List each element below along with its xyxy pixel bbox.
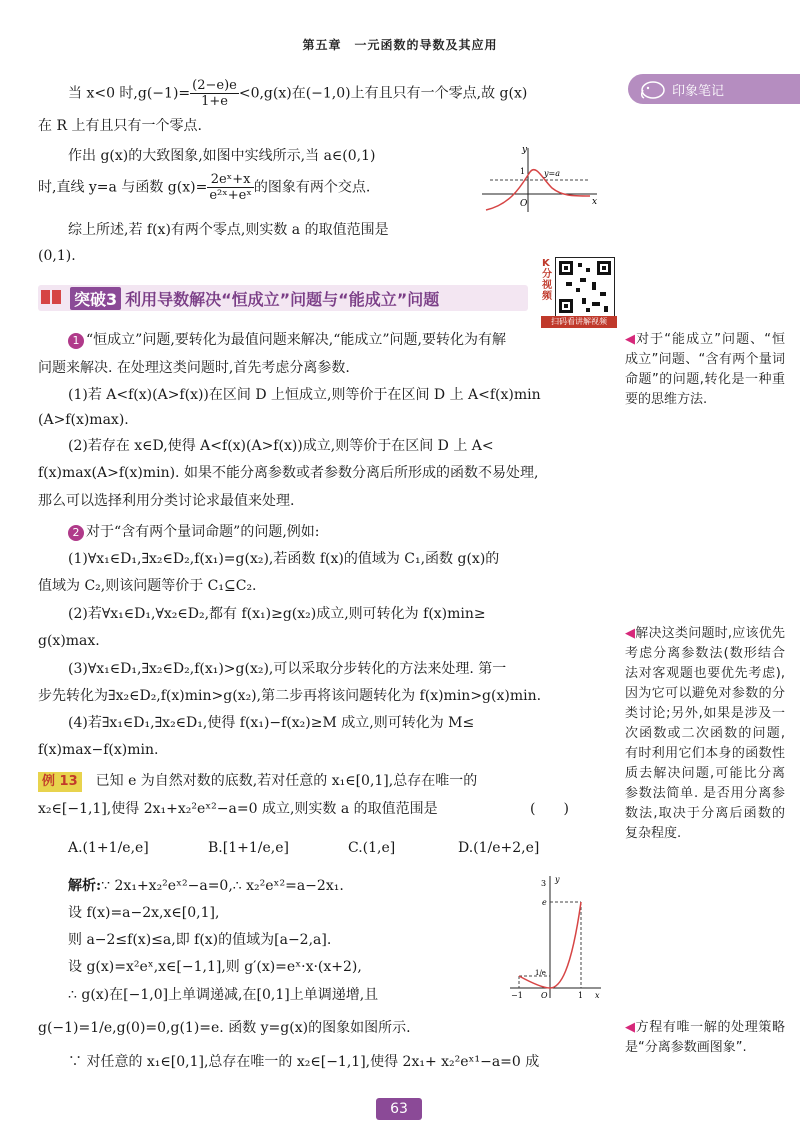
fraction: $\frac{(2-e)e}{1+e}$	[192, 78, 237, 109]
chapter-title: 第五章 一元函数的导数及其应用	[302, 38, 498, 52]
section-title: 突破3 利用导数解决“恒成立”问题与“能成立”问题	[70, 287, 439, 310]
solution-line-3: 则 a−2≤f(x)≤a,即 f(x)的值域为[a−2,a].	[68, 932, 332, 948]
intro-line-3: 作出 g(x)的大致图象,如图中实线所示,当 a∈(0,1)	[68, 148, 376, 164]
option-c[interactable]: C.(1,e]	[348, 840, 396, 856]
book-icon	[40, 288, 62, 306]
example-badge: 例 13	[38, 772, 82, 792]
line-label: y=a	[544, 169, 560, 178]
point-badge: 2	[68, 525, 84, 541]
qr-caption: 扫码看讲解视频	[541, 316, 617, 328]
point2-line-7: 步先转化为∃x₂∈D₂,f(x)min>g(x₂),第二步再将该问题转化为 f(x)min>g(x)min.	[38, 688, 542, 704]
point1-line-7: 那么可以选择利用分类讨论求最值来处理.	[38, 493, 295, 509]
point2-line-1: 2 对于“含有两个量词命题”的问题,例如:	[68, 522, 319, 542]
option-d[interactable]: D.(1/e+2,e]	[458, 840, 540, 856]
section-tag: 突破3	[70, 287, 121, 310]
fraction: $\frac{\text{2eˣ+x}}{\text{e²ˣ+eˣ}}$	[209, 172, 252, 203]
point2-line-9: f(x)max−f(x)min.	[38, 742, 159, 758]
intro-line-4: 时,直线 y=a 与函数 g(x)= $\frac{\text{2eˣ+x}}{\text{e²ˣ+eˣ}}$ 的图象有两个交点.	[38, 172, 371, 203]
intro-line-2: 在 R 上有且只有一个零点.	[38, 118, 202, 134]
solution-line-4: 设 g(x)=x²eˣ,x∈[−1,1],则 g′(x)=eˣ·x·(x+2),	[68, 959, 362, 975]
qr-label: K分视频	[542, 258, 552, 302]
elephant-icon	[638, 78, 668, 100]
point2-line-5: g(x)max.	[38, 633, 100, 649]
solution-line-2: 设 f(x)=a−2x,x∈[0,1],	[68, 905, 220, 921]
memo-tab	[628, 74, 800, 104]
point2-line-3: 值域为 C₂,则该问题等价于 C₁⊆C₂.	[38, 578, 257, 594]
tick-1: 1	[578, 991, 584, 1000]
option-b[interactable]: B.[1+1/e,e]	[208, 840, 289, 856]
point-badge: 1	[68, 333, 84, 349]
solution-line-6: g(−1)=1/e,g(0)=0,g(1)=e. 函数 y=g(x)的图象如图所示.	[38, 1020, 411, 1036]
tick-1-over-e: 1/e	[535, 969, 546, 977]
solution-line-5: ∴ g(x)在[−1,0]上单调递减,在[0,1]上单调递增,且	[68, 987, 379, 1003]
qr-code-icon[interactable]	[555, 257, 615, 317]
point1-line-3: (1)若 A<f(x)(A>f(x))在区间 D 上恒成立,则等价于在区间 D 上 A<f(x)min	[68, 387, 541, 403]
solution-label: 解析:	[68, 878, 102, 894]
tick-e: e	[542, 898, 547, 907]
option-a[interactable]: A.(1+1/e,e]	[68, 840, 149, 856]
point2-line-8: (4)若∃x₁∈D₁,∃x₂∈D₁,使得 f(x₁)−f(x₂)≥M 成立,则可转化为 M≤	[68, 715, 475, 731]
side-note-1: ◀对于“能成立”问题、“恒成立”问题、“含有两个量词命题”的问题,转化是一种重要的思维方法.	[625, 332, 785, 407]
example-line-2: x₂∈[−1,1],使得 2x₁+x₂²eˣ²−a=0 成立,则实数 a 的取值范围是	[38, 801, 438, 817]
tick-neg1: −1	[511, 991, 523, 1000]
point1-line-5: (2)若存在 x∈D,使得 A<f(x)(A>f(x))成立,则等价于在区间 D 上 A<	[68, 438, 494, 454]
point1-line-2: 问题来解决. 在处理这类问题时,首先考虑分离参数.	[38, 360, 350, 376]
page-number: 63	[376, 1098, 422, 1120]
point2-line-4: (2)若∀x₁∈D₁,∀x₂∈D₂,都有 f(x₁)≥g(x₂)成立,则可转化为 f(x)min≥	[68, 606, 486, 622]
side-note-2: ◀解决这类问题时,应该优先考虑分离参数法(数形结合法对客观题也要优先考虑),因为它可以避免对参数的分类讨论;另外,如果是涉及一次函数或二次函数的问题,有时利用它们本身的函数性质去解决问题,可能比分离参数法简单. 是否用分离参数法,取决于分离后函数的复杂程度.	[625, 626, 786, 841]
answer-paren: ( )	[530, 801, 569, 817]
graph-g-sketch	[472, 144, 602, 214]
side-note-3: ◀方程有唯一解的处理策略是“分离参数画图象”.	[625, 1020, 785, 1055]
intro-line-6: (0,1).	[38, 248, 76, 264]
point1-line-4: (A>f(x)max).	[38, 412, 129, 428]
curve-g	[486, 170, 590, 210]
point1-line-1: 1 “恒成立”问题,要转化为最值问题来解决,“能成立”问题,要转化为有解	[68, 330, 506, 350]
intro-line-1: 当 x<0 时,g(−1)= $\frac{(2-e)e}{1+e}$ <0,g(x)在(−1,0)上有且只有一个零点,故 g(x)	[68, 78, 528, 109]
point1-line-6: f(x)max(A>f(x)min). 如果不能分离参数或者参数分离后所形成的函数不易处理,	[38, 465, 539, 481]
origin-label: O	[520, 199, 528, 209]
y-axis-label: y	[522, 145, 528, 155]
y-axis-label: y	[555, 875, 560, 884]
intro-line-5: 综上所述,若 f(x)有两个零点,则实数 a 的取值范围是	[68, 222, 389, 238]
example-line-1: 例 13 已知 e 为自然对数的底数,若对任意的 x₁∈[0,1],总存在唯一的	[38, 771, 477, 792]
tick-1: 1	[520, 167, 526, 176]
solution-line-7: ∵ 对任意的 x₁∈[0,1],总存在唯一的 x₂∈[−1,1],使得 2x₁+ x₂²eˣ¹−a=0 成	[68, 1054, 540, 1070]
tick-3: 3	[541, 879, 547, 888]
solution-line-1: 解析:∵ 2x₁+x₂²eˣ²−a=0,∴ x₂²eˣ²=a−2x₁.	[68, 878, 344, 894]
origin-label: O	[541, 991, 548, 1000]
memo-tab-label: 印象笔记	[672, 84, 725, 99]
point2-line-2: (1)∀x₁∈D₁,∃x₂∈D₂,f(x₁)=g(x₂),若函数 f(x)的值域为 C₁,函数 g(x)的	[68, 551, 500, 567]
x-axis-label: x	[592, 197, 598, 207]
x-axis-label: x	[595, 991, 600, 1000]
point2-line-6: (3)∀x₁∈D₁,∃x₂∈D₂,f(x₁)>g(x₂),可以采取分步转化的方法来处理. 第一	[68, 661, 507, 677]
graph-g-x2ex	[505, 872, 605, 1002]
